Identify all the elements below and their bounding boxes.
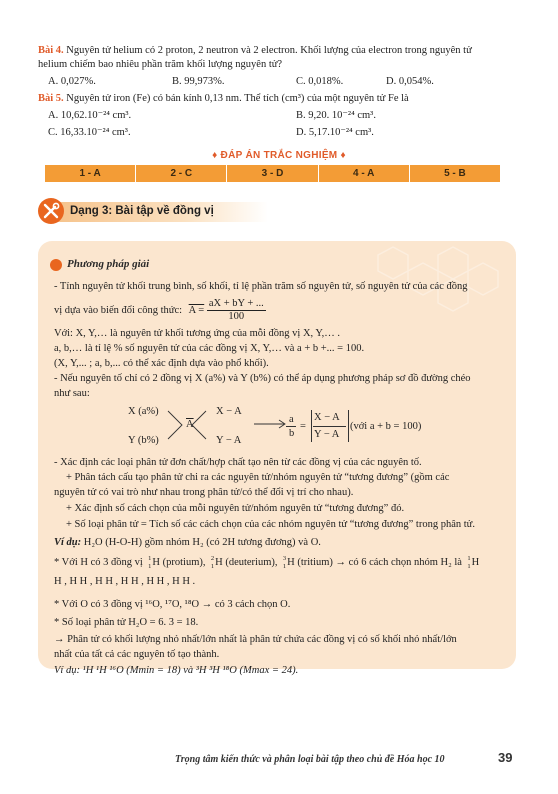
answer-cell: 2 - C <box>136 165 226 182</box>
method-line: * Số loại phân tử H₂O = 6. 3 = 18. <box>54 617 199 628</box>
q4-option-d: D. 0,054%. <box>386 76 434 87</box>
tools-icon <box>38 198 64 224</box>
method-line: Ví dụ: ¹H ¹H ¹⁶O (Mmin = 18) và ³H ³H ¹⁸O (Mmax = 24). <box>54 665 299 676</box>
method-line: a, b,… là tỉ lệ % số nguyên tử của các đồng vị X, Y,… và a + b +... = 100. <box>54 343 365 354</box>
formula-fraction <box>207 298 266 323</box>
question-5-line1: Nguyên tử iron (Fe) có bán kính 0,13 nm. Thể tích (cm³) của một nguyên tử Fe là <box>66 93 409 104</box>
method-icon <box>50 259 62 271</box>
q5-option-a: A. 10,62.10⁻²⁴ cm³. <box>48 110 132 121</box>
answer-key-row <box>45 165 500 182</box>
method-line: → Phân tử có khối lượng nhỏ nhất/lớn nhất là phân tử chứa các đồng vị có số khối nhỏ nhất/lớn <box>54 634 457 645</box>
method-line: - Tính nguyên tử khối trung bình, số khối, tỉ lệ phần trăm số nguyên tử, số nguyên tử của các đồng <box>54 281 468 292</box>
ratio-denominator: Y − A <box>314 429 340 440</box>
method-line: + Phân tách cấu tạo phân tử chi ra các nguyên tử/nhóm nguyên tử “tương đương” (gồm các <box>66 472 450 483</box>
method-line: - Xác định các loại phân tử đơn chất/hợp chất tạo nên từ các đồng vị của các nguyên tố. <box>54 457 422 468</box>
q4-option-a: A. 0,027%. <box>48 76 96 87</box>
answer-key-title: ♦ ĐÁP ÁN TRẮC NGHIỆM ♦ <box>212 150 346 161</box>
question-5-text <box>38 92 409 105</box>
isotope-mark: 2 1 <box>210 555 215 571</box>
q5-option-d: D. 5,17.10⁻²⁴ cm³. <box>296 127 374 138</box>
method-title: Phương pháp giải <box>67 258 150 270</box>
answer-cell: 4 - A <box>319 165 409 182</box>
ratio-b: b <box>289 428 295 439</box>
method-line: như sau: <box>54 388 90 399</box>
formula-line <box>54 298 266 323</box>
page-number: 39 <box>498 750 513 765</box>
ratio-abs-line <box>313 426 346 427</box>
question-4-text <box>38 44 472 57</box>
diagram-x-percent: X (a%) <box>128 406 159 417</box>
diagram-y-percent: Y (b%) <box>128 435 159 446</box>
arrow-icon <box>252 419 288 429</box>
method-line: + Xác định số cách chọn của mỗi nguyên tử/nhóm nguyên tử “tương đương” đó. <box>66 503 405 514</box>
answer-cell: 5 - B <box>410 165 500 182</box>
question-4-label: Bài 4. <box>38 45 64 56</box>
ratio-equals: = <box>300 421 306 432</box>
formula-numerator: aX + bY + ... <box>208 298 264 309</box>
diagram-a-bar: $\overline{A}$ <box>186 419 194 430</box>
method-line: nhất của tất cả các nguyên tố tạo thành. <box>54 649 220 660</box>
ratio-note: (với a + b = 100) <box>350 421 422 432</box>
isotope-mark: 3 1 <box>282 555 287 571</box>
method-line: vị dựa vào biến đổi công thức: <box>54 304 183 316</box>
diagram-y-minus: Y − A <box>216 435 242 446</box>
method-line: H (protium), <box>152 557 206 568</box>
method-line: H (deuterium), <box>215 557 278 568</box>
method-line: Với: X, Y,… là nguyên tử khối tương ứng của mỗi đồng vị X, Y,… . <box>54 328 341 339</box>
question-4-line1: Nguyên tử helium có 2 proton, 2 neutron và 2 electron. Khối lượng của electron trong nguyên tử <box>66 45 472 56</box>
method-line: (X, Y,... ; a, b,... có thể xác định dựa vào phổ khối). <box>54 358 269 369</box>
isotope-mark: 1 1 <box>148 555 152 571</box>
method-line: - Nếu nguyên tố chỉ có 2 đồng vị X (a%) và Y (b%) có thể áp dụng phương pháp sơ đồ đường chéo <box>54 373 471 384</box>
formula-denominator: 100 <box>228 311 245 322</box>
isotope-pairs-line: H , H H , H H , H H , H H , H H . <box>54 576 196 587</box>
formula-lhs: A = <box>188 304 205 316</box>
q5-option-b: B. 9,20. 10⁻²⁴ cm³. <box>296 110 376 121</box>
question-4-line2: helium chiếm bao nhiêu phần trăm khối lượng nguyên tử? <box>38 59 283 70</box>
method-line: + Số loại phân tử = Tích số các cách chọn của các nhóm nguyên tử “tương đương” trong phân tử. <box>66 519 475 530</box>
isotope-mark: 1 1 <box>467 555 471 571</box>
ratio-numerator: X − A <box>314 412 340 423</box>
answer-cell: 1 - A <box>45 165 135 182</box>
ratio-a: a <box>289 414 294 425</box>
section-title: Dạng 3: Bài tập về đồng vị <box>70 205 214 217</box>
question-5-label: Bài 5. <box>38 93 64 104</box>
method-line: H₂O (H-O-H) gồm nhóm H₂ (có 2H tương đương) và O. <box>83 537 321 548</box>
example-line-1 <box>54 536 321 549</box>
method-line: H (tritium) → có 6 cách chọn nhóm H₂ là <box>287 557 462 568</box>
example-label: Ví dụ: <box>54 537 82 548</box>
method-line: * Với O có 3 đồng vị ¹⁶O, ¹⁷O, ¹⁸O → có 3 cách chọn O. <box>54 599 291 610</box>
isotope-h-line <box>54 556 479 569</box>
diagram-x-minus: X − A <box>216 406 242 417</box>
q4-option-c: C. 0,018%. <box>296 76 344 87</box>
method-line: H <box>471 557 480 568</box>
q4-option-b: B. 99,973%. <box>172 76 225 87</box>
method-line: nguyên tử có vai trò như nhau trong phân tử/có thể đổi vị trí cho nhau). <box>54 487 354 498</box>
footer-text: Trọng tâm kiến thức và phân loại bài tập theo chủ đề Hóa học 10 <box>175 754 445 765</box>
q5-option-c: C. 16,33.10⁻²⁴ cm³. <box>48 127 131 138</box>
answer-cell: 3 - D <box>227 165 317 182</box>
method-line: * Với H có 3 đồng vị <box>54 557 143 568</box>
